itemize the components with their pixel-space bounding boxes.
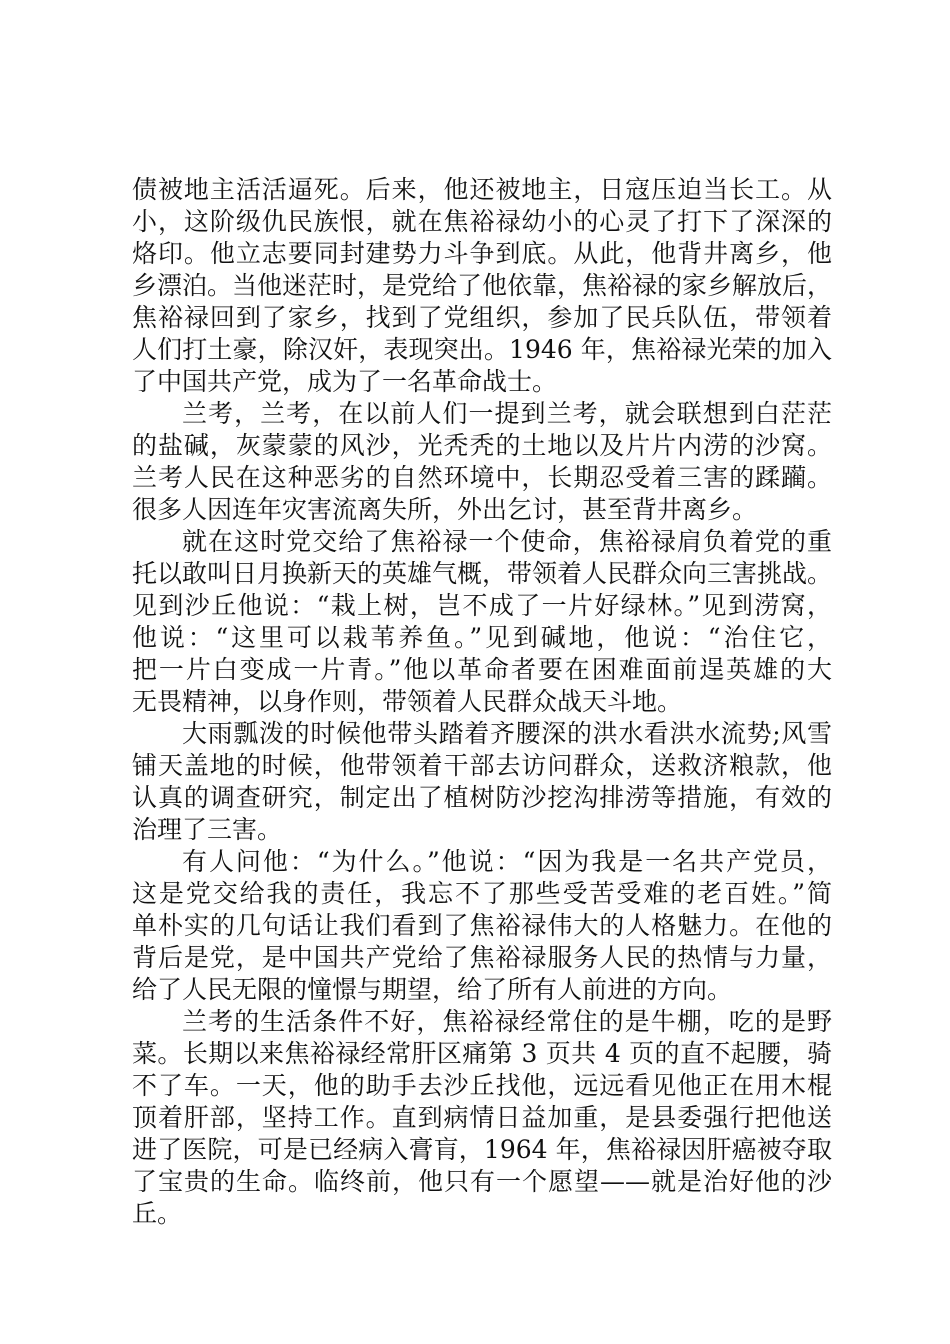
text-line: 菜。长期以来焦裕禄经常肝区痛第 3 页共 4 页的直不起腰，骑 bbox=[132, 1039, 832, 1068]
text-line: 兰考，兰考，在以前人们一提到兰考，就会联想到白茫茫 bbox=[182, 399, 832, 428]
text-line: 烙印。他立志要同封建势力斗争到底。从此，他背井离乡，他 bbox=[132, 239, 832, 268]
text-line: 人们打土豪，除汉奸，表现突出。1946 年，焦裕禄光荣的加入 bbox=[132, 335, 832, 364]
text-line: 大雨瓢泼的时候他带头踏着齐腰深的洪水看洪水流势;风雪 bbox=[182, 719, 832, 748]
text-line: 见到沙丘他说：“栽上树，岂不成了一片好绿林。”见到涝窝， bbox=[132, 591, 832, 620]
text-line: 兰考的生活条件不好，焦裕禄经常住的是牛棚，吃的是野 bbox=[182, 1007, 832, 1036]
text-line: 有人问他：“为什么。”他说：“因为我是一名共产党员， bbox=[182, 847, 832, 876]
text-line: 托以敢叫日月换新天的英雄气概，带领着人民群众向三害挑战。 bbox=[132, 559, 833, 588]
paragraph bbox=[132, 174, 832, 398]
text-line: 认真的调查研究，制定出了植树防沙挖沟排涝等措施，有效的 bbox=[132, 783, 832, 812]
paragraph bbox=[132, 526, 832, 718]
document-body bbox=[132, 174, 832, 1230]
paragraph bbox=[132, 718, 832, 846]
text-line: 这是党交给我的责任，我忘不了那些受苦受难的老百姓。”简 bbox=[132, 879, 832, 908]
text-line: 很多人因连年灾害流离失所，外出乞讨，甚至背井离乡。 bbox=[132, 495, 758, 524]
text-line: 的盐碱，灰蒙蒙的风沙，光秃秃的土地以及片片内涝的沙窝。 bbox=[132, 431, 832, 460]
text-line: 治理了三害。 bbox=[132, 815, 283, 844]
text-line: 丘。 bbox=[132, 1199, 183, 1228]
text-line: 进了医院，可是已经病入膏肓，1964 年，焦裕禄因肝癌被夺取 bbox=[132, 1135, 832, 1164]
text-line: 无畏精神，以身作则，带领着人民群众战天斗地。 bbox=[132, 687, 683, 716]
text-line: 单朴实的几句话让我们看到了焦裕禄伟大的人格魅力。在他的 bbox=[132, 911, 832, 940]
text-line: 铺天盖地的时候，他带领着干部去访问群众，送救济粮款，他 bbox=[132, 751, 832, 780]
text-line: 顶着肝部，坚持工作。直到病情日益加重，是县委强行把他送 bbox=[132, 1103, 832, 1132]
text-line: 了宝贵的生命。临终前，他只有一个愿望——就是治好他的沙 bbox=[132, 1167, 832, 1196]
paragraph bbox=[132, 1006, 832, 1230]
text-line: 焦裕禄回到了家乡，找到了党组织，参加了民兵队伍，带领着 bbox=[132, 303, 832, 332]
text-line: 债被地主活活逼死。后来，他还被地主，日寇压迫当长工。从 bbox=[132, 175, 832, 204]
text-line: 背后是党，是中国共产党给了焦裕禄服务人民的热情与力量， bbox=[132, 943, 832, 972]
text-line: 不了车。一天，他的助手去沙丘找他，远远看见他正在用木棍 bbox=[132, 1071, 832, 1100]
text-line: 给了人民无限的憧憬与期望，给了所有人前进的方向。 bbox=[132, 975, 733, 1004]
text-line: 他说：“这里可以栽苇养鱼。”见到碱地，他说：“治住它， bbox=[132, 623, 832, 652]
text-line: 了中国共产党，成为了一名革命战士。 bbox=[132, 367, 558, 396]
text-line: 就在这时党交给了焦裕禄一个使命，焦裕禄肩负着党的重 bbox=[182, 527, 832, 556]
text-line: 小，这阶级仇民族恨，就在焦裕禄幼小的心灵了打下了深深的 bbox=[132, 207, 832, 236]
paragraph bbox=[132, 398, 832, 526]
text-line: 兰考人民在这种恶劣的自然环境中，长期忍受着三害的蹂躏。 bbox=[132, 463, 832, 492]
text-line: 乡漂泊。当他迷茫时，是党给了他依靠，焦裕禄的家乡解放后， bbox=[132, 271, 833, 300]
paragraph bbox=[132, 846, 832, 1006]
text-line: 把一片白变成一片青。”他以革命者要在困难面前逞英雄的大 bbox=[132, 655, 832, 684]
